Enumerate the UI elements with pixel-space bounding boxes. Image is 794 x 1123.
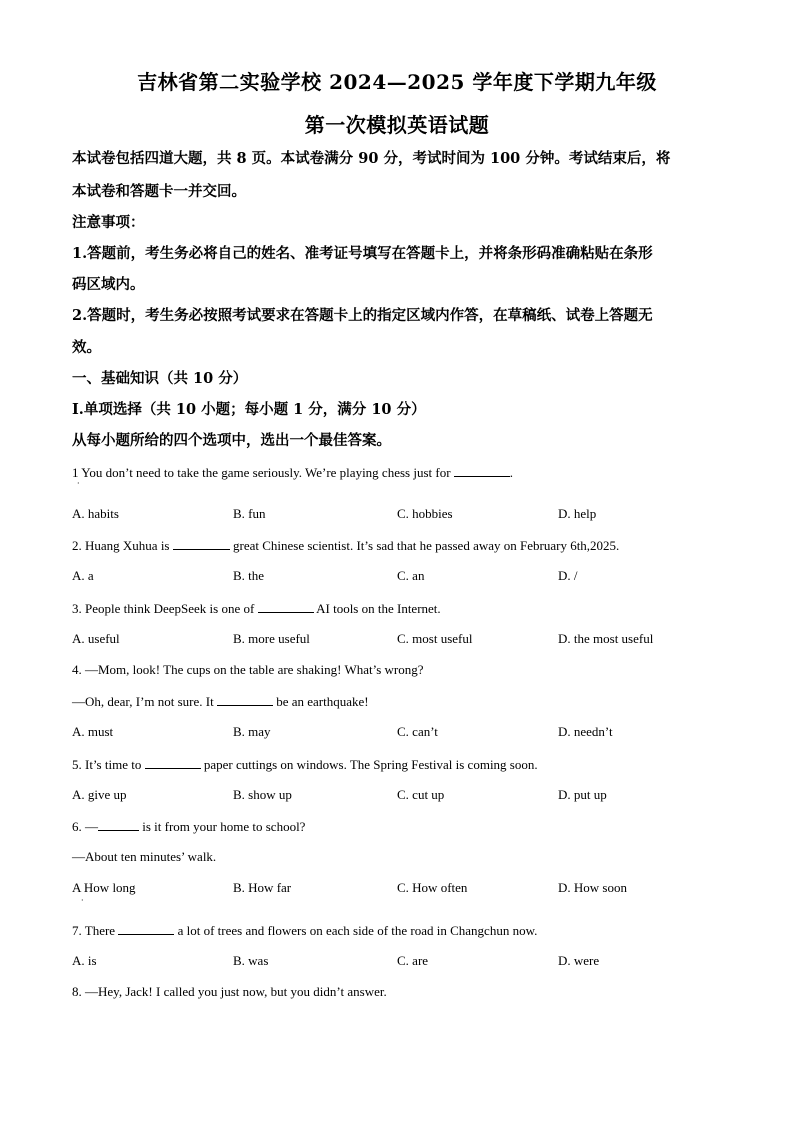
answer-blank <box>454 464 510 477</box>
exam-title-line2: 第一次模拟英语试题 <box>304 113 490 137</box>
question-6-line2: —About ten minutes’ walk. <box>72 849 217 864</box>
question-4-stem-end: be an earthquake! <box>272 694 369 709</box>
q4-option-d: D. needn’t <box>558 724 613 739</box>
q5-option-c: C. cut up <box>397 787 445 802</box>
answer-blank <box>258 600 314 613</box>
q2-option-b: B. the <box>233 568 265 583</box>
note1-line1: 1.答题前，考生务必将自己的姓名、准考证号填写在答题卡上，并将条形码准确粘贴在条形 <box>72 245 653 262</box>
question-7-stem-start: 7. There <box>72 923 119 938</box>
answer-blank <box>173 537 230 550</box>
intro-line2: 本试卷和答题卡一并交回。 <box>72 183 246 200</box>
question-6 <box>72 818 722 835</box>
q7-option-d: D. were <box>558 953 600 968</box>
question-1-stem-start: 1 You don’t need to take the game seriously. We’re playing chess just for <box>72 465 454 480</box>
q7-option-c: C. are <box>397 953 429 968</box>
mark-dot: · <box>81 896 84 905</box>
answer-blank <box>145 756 201 769</box>
q6-option-d: D. How soon <box>558 880 627 895</box>
q3-option-a: A. useful <box>72 631 120 646</box>
q4-option-c: C. can’t <box>397 724 438 739</box>
question-7 <box>72 922 722 939</box>
notice-heading: 注意事项： <box>72 214 145 231</box>
q5-option-b: B. show up <box>233 787 292 802</box>
q6-option-a: A How long <box>72 880 136 895</box>
question-1 <box>72 464 722 481</box>
question-4 <box>72 693 722 710</box>
question-2-stem-end: great Chinese scientist. It’s sad that he passed away on February 6th,2025. <box>229 538 620 553</box>
question-3-stem-end: AI tools on the Internet. <box>313 601 441 616</box>
q4-option-a: A. must <box>72 724 114 739</box>
answer-blank <box>217 693 273 706</box>
q2-option-d: D. / <box>558 568 578 583</box>
q1-option-d: D. help <box>558 506 597 521</box>
answer-blank <box>98 818 139 831</box>
exam-title-line1: 吉林省第二实验学校 2024—2025 学年度下学期九年级 <box>137 70 657 94</box>
q6-option-b: B. How far <box>233 880 292 895</box>
question-7-stem-end: a lot of trees and flowers on each side of the road in Changchun now. <box>174 923 538 938</box>
note2-line2: 效。 <box>72 339 101 356</box>
question-4-line1: 4. —Mom, look! The cups on the table are shaking! What’s wrong? <box>72 662 424 677</box>
q1-option-a: A. habits <box>72 506 119 521</box>
question-6-stem-start: 6. — <box>72 819 98 834</box>
question-5-stem-start: 5. It’s time to <box>72 757 145 772</box>
question-8-line1: 8. —Hey, Jack! I called you just now, but you didn’t answer. <box>72 984 387 999</box>
note2-line1: 2.答题时，考生务必按照考试要求在答题卡上的指定区域内作答，在草稿纸、试卷上答题无 <box>72 307 653 324</box>
note1-line2: 码区域内。 <box>72 276 145 293</box>
question-2 <box>72 537 722 554</box>
section1-heading: 一、基础知识（共 10 分） <box>72 370 248 387</box>
q3-option-c: C. most useful <box>397 631 473 646</box>
q5-option-d: D. put up <box>558 787 607 802</box>
q2-option-c: C. an <box>397 568 425 583</box>
q2-option-a: A. a <box>72 568 94 583</box>
q1-option-b: B. fun <box>233 506 266 521</box>
question-6-stem-end: is it from your home to school? <box>139 819 306 834</box>
q7-option-b: B. was <box>233 953 269 968</box>
question-3-stem-start: 3. People think DeepSeek is one of <box>72 601 258 616</box>
q3-option-b: B. more useful <box>233 631 310 646</box>
question-4-stem-start: —Oh, dear, I’m not sure. It <box>72 694 217 709</box>
part1-heading: Ⅰ.单项选择（共 10 小题；每小题 1 分，满分 10 分） <box>72 401 426 418</box>
q5-option-a: A. give up <box>72 787 127 802</box>
q7-option-a: A. is <box>72 953 97 968</box>
question-5 <box>72 756 722 773</box>
part1-instruction: 从每小题所给的四个选项中，选出一个最佳答案。 <box>72 432 391 449</box>
question-1-stem-end: . <box>509 465 514 480</box>
intro-line1: 本试卷包括四道大题，共 8 页。本试卷满分 90 分，考试时间为 100 分钟。考试结束后，将 <box>72 150 671 167</box>
q1-option-c: C. hobbies <box>397 506 453 521</box>
q6-option-c: C. How often <box>397 880 468 895</box>
question-2-stem-start: 2. Huang Xuhua is <box>72 538 173 553</box>
mark-dot: · <box>77 479 80 488</box>
q3-option-d: D. the most useful <box>558 631 654 646</box>
question-3 <box>72 600 722 617</box>
question-5-stem-end: paper cuttings on windows. The Spring Festival is coming soon. <box>200 757 538 772</box>
q4-option-b: B. may <box>233 724 271 739</box>
answer-blank <box>118 922 174 935</box>
